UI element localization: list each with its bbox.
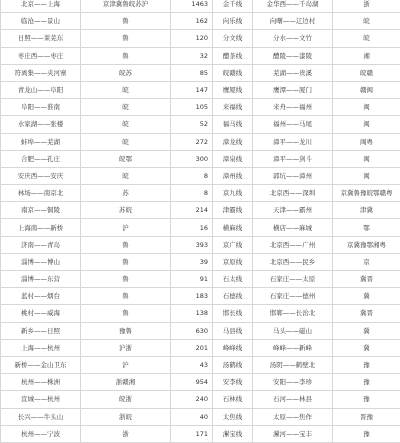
table-row (1, 339, 400, 356)
table-row (1, 288, 400, 305)
provinces-cell: 皖鄂 (81, 150, 171, 167)
route-cell: 南京——铜陵 (1, 202, 81, 219)
table-row (1, 219, 400, 236)
line-provinces-cell: 冀 (333, 322, 400, 339)
provinces-cell: 苏皖 (81, 202, 171, 219)
line-provinces-cell: 豫 (333, 425, 400, 442)
line-route-cell: 鹰潭——厦门 (253, 81, 333, 98)
line-name-cell: 石德线 (213, 288, 253, 305)
length-cell: 183 (171, 288, 213, 305)
line-provinces-cell: 闽 (333, 150, 400, 167)
route-cell: 上海——杭州 (1, 339, 81, 356)
line-provinces-cell: 晋豫 (333, 408, 400, 425)
provinces-cell: 鲁 (81, 253, 171, 270)
route-cell: 淄博——东营 (1, 271, 81, 288)
provinces-cell: 鲁 (81, 271, 171, 288)
line-name-cell: 漳泉线 (213, 150, 253, 167)
line-provinces-cell: 冀 (333, 288, 400, 305)
length-cell: 138 (171, 305, 213, 322)
length-cell: 171 (171, 425, 213, 442)
line-provinces-cell: 津冀 (333, 202, 400, 219)
provinces-cell: 京津冀鲁皖苏沪 (81, 0, 171, 13)
provinces-cell: 沪 (81, 219, 171, 236)
table-row (1, 322, 400, 339)
length-cell: 8 (171, 167, 213, 184)
route-cell: 桃村——威海 (1, 305, 81, 322)
provinces-cell: 皖苏 (81, 64, 171, 81)
table-row (1, 408, 400, 425)
length-cell: 52 (171, 116, 213, 133)
route-cell: 长兴——牛头山 (1, 408, 81, 425)
line-provinces-cell: 豫 (333, 356, 400, 373)
length-cell: 32 (171, 47, 213, 64)
route-cell: 杭州——株洲 (1, 374, 81, 391)
provinces-cell: 皖 (81, 99, 171, 116)
line-provinces-cell: 闽 (333, 99, 400, 116)
provinces-cell: 皖 (81, 81, 171, 98)
route-cell: 济南——青岛 (1, 236, 81, 253)
line-provinces-cell: 鄂 (333, 219, 400, 236)
provinces-cell: 浙赣湘 (81, 374, 171, 391)
length-cell: 240 (171, 391, 213, 408)
line-route-cell: 汤阴——鹤壁北 (253, 356, 333, 373)
provinces-cell: 浙皖 (81, 408, 171, 425)
line-provinces-cell: 冀晋 (333, 305, 400, 322)
line-name-cell: 京原线 (213, 253, 253, 270)
line-name-cell: 石太线 (213, 271, 253, 288)
line-route-cell: 北京西——广州 (253, 236, 333, 253)
provinces-cell: 鲁 (81, 288, 171, 305)
line-route-cell: 横店——麻城 (253, 219, 333, 236)
provinces-cell: 苏 (81, 185, 171, 202)
line-route-cell: 马头——磁山 (253, 322, 333, 339)
table-row (1, 99, 400, 116)
line-name-cell: 金千线 (213, 0, 253, 13)
line-provinces-cell: 豫 (333, 374, 400, 391)
table-row (1, 150, 400, 167)
line-route-cell: 石河——林县 (253, 391, 333, 408)
line-provinces-cell: 冀晋 (333, 271, 400, 288)
length-cell: 43 (171, 356, 213, 373)
length-cell: 16 (171, 219, 213, 236)
route-cell: 符离集——夹河寨 (1, 64, 81, 81)
line-name-cell: 醴茶线 (213, 47, 253, 64)
route-cell: 杭州——宁波 (1, 425, 81, 442)
line-route-cell: 金华西——千岛湖 (253, 0, 333, 13)
route-cell: 临沧——景山 (1, 13, 81, 30)
route-cell: 上海南——新桥 (1, 219, 81, 236)
line-provinces-cell: 湘 (333, 47, 400, 64)
table-row (1, 271, 400, 288)
provinces-cell: 沪 (81, 356, 171, 373)
provinces-cell: 鲁 (81, 236, 171, 253)
table-row (1, 13, 400, 30)
length-cell: 40 (171, 408, 213, 425)
route-cell: 枣庄西——枣庄 (1, 47, 81, 64)
table-row (1, 202, 400, 219)
length-cell: 85 (171, 64, 213, 81)
table-row (1, 64, 400, 81)
route-cell: 蓝村——烟台 (1, 288, 81, 305)
table-row (1, 47, 400, 64)
table-row (1, 356, 400, 373)
route-cell: 青龙山——阜阳 (1, 81, 81, 98)
line-route-cell: 天津——霸州 (253, 202, 333, 219)
line-route-cell: 醴陵——漆陵 (253, 47, 333, 64)
provinces-cell: 鲁 (81, 30, 171, 47)
length-cell: 91 (171, 271, 213, 288)
line-name-cell: 太焦线 (213, 408, 253, 425)
line-route-cell: 福州——马尾 (253, 116, 333, 133)
line-route-cell: 向曙——辽边村 (253, 13, 333, 30)
route-cell: 安庆西——安庆 (1, 167, 81, 184)
line-name-cell: 石林线 (213, 391, 253, 408)
line-name-cell: 汤鹤线 (213, 356, 253, 373)
line-name-cell: 马县线 (213, 322, 253, 339)
table-row (1, 0, 400, 13)
route-cell: 水家湖——张楼 (1, 116, 81, 133)
length-cell: 39 (171, 253, 213, 270)
line-name-cell: 皖赣线 (213, 64, 253, 81)
length-cell: 105 (171, 99, 213, 116)
provinces-cell: 浙 (81, 425, 171, 442)
line-name-cell: 津霸线 (213, 202, 253, 219)
line-provinces-cell: 皖 (333, 30, 400, 47)
line-name-cell: 漯宝线 (213, 425, 253, 442)
line-route-cell: 北京西——深圳 (253, 185, 333, 202)
route-cell: 阜阳——淮南 (1, 99, 81, 116)
provinces-cell: 鲁 (81, 13, 171, 30)
route-cell: 林场——南京北 (1, 185, 81, 202)
length-cell: 214 (171, 202, 213, 219)
length-cell: 120 (171, 30, 213, 47)
line-provinces-cell: 闽 (333, 167, 400, 184)
table-row (1, 116, 400, 133)
length-cell: 272 (171, 133, 213, 150)
line-route-cell: 漳平——龙川 (253, 133, 333, 150)
line-name-cell: 邯长线 (213, 305, 253, 322)
table-row (1, 253, 400, 270)
line-provinces-cell: 皖 (333, 13, 400, 30)
line-name-cell: 横麻线 (213, 219, 253, 236)
length-cell: 630 (171, 322, 213, 339)
line-name-cell: 安李线 (213, 374, 253, 391)
length-cell: 1463 (171, 0, 213, 13)
length-cell: 201 (171, 339, 213, 356)
line-name-cell: 京广线 (213, 236, 253, 253)
provinces-cell: 皖 (81, 116, 171, 133)
line-provinces-cell: 闽粤 (333, 133, 400, 150)
line-provinces-cell: 冀 (333, 339, 400, 356)
line-route-cell: 漳平——剑斗 (253, 150, 333, 167)
route-cell: 宣城——杭州 (1, 391, 81, 408)
provinces-cell: 沪浙 (81, 339, 171, 356)
line-name-cell: 分文线 (213, 30, 253, 47)
line-route-cell: 芜湖——贵溪 (253, 64, 333, 81)
route-cell: 新桥——金山卫东 (1, 356, 81, 373)
route-cell: 蚌埠——芜湖 (1, 133, 81, 150)
provinces-cell: 皖 (81, 167, 171, 184)
route-cell: 淄博——博山 (1, 253, 81, 270)
table-row (1, 391, 400, 408)
line-provinces-cell: 皖赣 (333, 64, 400, 81)
length-cell: 8 (171, 185, 213, 202)
provinces-cell: 皖 (81, 133, 171, 150)
line-provinces-cell: 京冀豫鄂湘粤 (333, 236, 400, 253)
line-name-cell: 漳州线 (213, 167, 253, 184)
line-route-cell: 太原——焦作 (253, 408, 333, 425)
table-row (1, 425, 400, 442)
line-route-cell: 石家庄——德州 (253, 288, 333, 305)
line-name-cell: 鹰厦线 (213, 81, 253, 98)
table-row (1, 185, 400, 202)
length-cell: 162 (171, 13, 213, 30)
provinces-cell: 皖浙 (81, 391, 171, 408)
line-name-cell: 福马线 (213, 116, 253, 133)
table-row (1, 167, 400, 184)
provinces-cell: 鲁 (81, 47, 171, 64)
provinces-cell: 鲁 (81, 305, 171, 322)
table-row (1, 374, 400, 391)
line-route-cell: 郭坑——漳州 (253, 167, 333, 184)
table-row (1, 133, 400, 150)
line-provinces-cell: 京 (333, 253, 400, 270)
length-cell: 954 (171, 374, 213, 391)
table-row (1, 81, 400, 98)
line-provinces-cell: 浙 (333, 0, 400, 13)
length-cell: 147 (171, 81, 213, 98)
table-body (1, 0, 400, 442)
line-route-cell: 漯河——宝丰 (253, 425, 333, 442)
line-provinces-cell: 闽 (333, 116, 400, 133)
line-name-cell: 京九线 (213, 185, 253, 202)
line-provinces-cell: 豫 (333, 391, 400, 408)
line-name-cell: 峰峰线 (213, 339, 253, 356)
table-row (1, 305, 400, 322)
line-provinces-cell: 赣闽 (333, 81, 400, 98)
route-cell: 合肥——孔庄 (1, 150, 81, 167)
line-name-cell: 漳龙线 (213, 133, 253, 150)
line-route-cell: 峰峰——新峰 (253, 339, 333, 356)
line-route-cell: 分水——文竹 (253, 30, 333, 47)
route-cell: 北京——上海 (1, 0, 81, 13)
line-route-cell: 石家庄——太原 (253, 271, 333, 288)
line-provinces-cell: 京冀鲁豫皖鄂赣粤 (333, 185, 400, 202)
table-row (1, 30, 400, 47)
line-route-cell: 安阳——李珍 (253, 374, 333, 391)
line-name-cell: 向乐线 (213, 13, 253, 30)
route-cell: 新乡——日照 (1, 322, 81, 339)
line-name-cell: 来福线 (213, 99, 253, 116)
line-route-cell: 北京西——民乡 (253, 253, 333, 270)
table-row (1, 236, 400, 253)
route-cell: 日照——莱芜东 (1, 30, 81, 47)
length-cell: 393 (171, 236, 213, 253)
line-route-cell: 来舟——福州 (253, 99, 333, 116)
line-route-cell: 邯郸——长治北 (253, 305, 333, 322)
provinces-cell: 豫鲁 (81, 322, 171, 339)
length-cell: 300 (171, 150, 213, 167)
